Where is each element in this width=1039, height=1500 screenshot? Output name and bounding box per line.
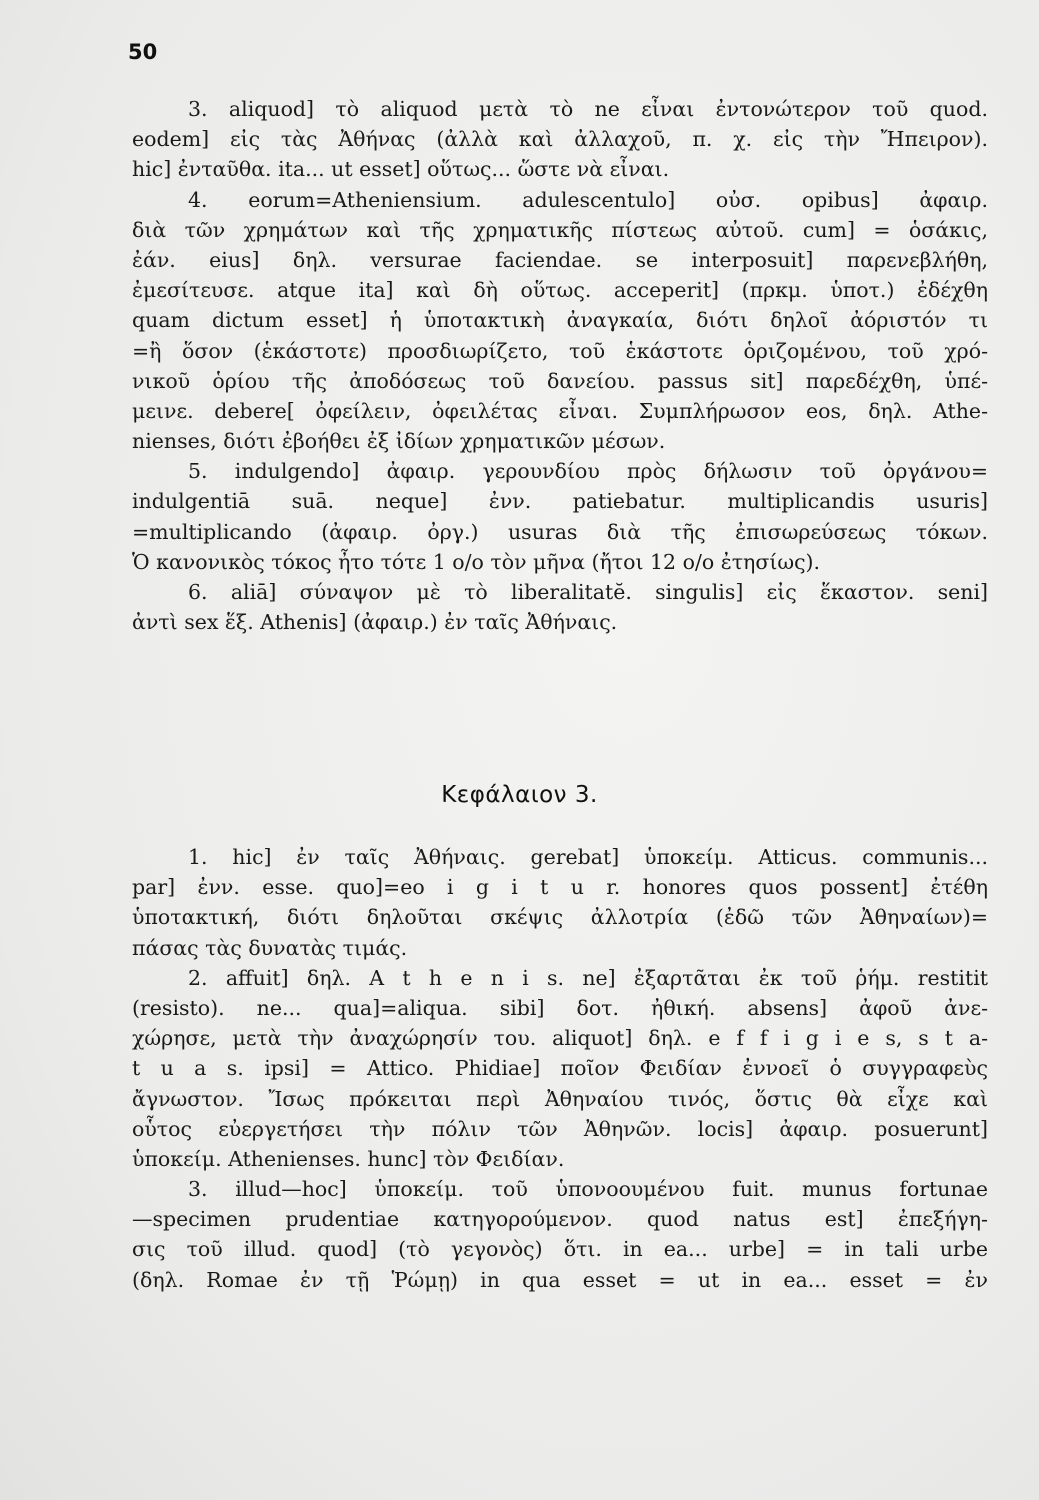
text-line: par] ἐνν. esse. quo]=eo i g i t u r. honores quos possent] ἐτέθη [132, 875, 988, 900]
text-line: σις τοῦ illud. quod] (τὸ γεγονὸς) ὅτι. in ea... urbe] = in tali urbe [132, 1237, 988, 1262]
text-line: ὑποτακτική, διότι δηλοῦται σκέψις ἀλλοτρία (ἐδῶ τῶν Ἀθηναίων)= [132, 905, 988, 930]
text-line: ἀντὶ sex ἕξ. Athenis] (ἀφαιρ.) ἐν ταῖς Ἀθήναις. [132, 610, 618, 635]
text-line: 3. aliquod] τὸ aliquod μετὰ τὸ ne εἶναι ἐντονώτερον τοῦ quod. [188, 97, 988, 121]
text-line: Ὁ κανονικὸς τόκος ἦτο τότε 1 ο/ο τὸν μῆνα (ἤτοι 12 ο/ο ἐτησίως). [132, 549, 821, 574]
text-line: eodem] εἰς τὰς Ἀθήνας (ἀλλὰ καὶ ἀλλαχοῦ, π. χ. εἰς τὴν Ἤπειρον). [132, 127, 988, 152]
text-line: (δηλ. Romae ἐν τῇ Ῥώμῃ) in qua esset = ut in ea... esset = ἐν [132, 1267, 988, 1292]
text-line: =multiplicando (ἀφαιρ. ὀργ.) usuras διὰ τῆς ἐπισωρεύσεως τόκων. [132, 519, 988, 544]
text-line: quam dictum esset] ἡ ὑποτακτικὴ ἀναγκαία, διότι δηλοῖ ἀόριστόν τι [132, 308, 988, 333]
text-line: πάσας τὰς δυνατὰς τιμάς. [132, 935, 408, 960]
text-line: χώρησε, μετὰ τὴν ἀναχώρησίν του. aliquot] δηλ. e f f i g i e s, s t a- [132, 1026, 988, 1051]
text-line: ἐμεσίτευσε. atque ita] καὶ δὴ οὕτως. acceperit] (πρκμ. ὑποτ.) ἐδέχθη [132, 278, 988, 303]
text-line: 6. aliā] σύναψον μὲ τὸ liberalitatĕ. singulis] εἰς ἕκαστον. seni] [188, 580, 988, 604]
text-line: —specimen prudentiae κατηγορούμενον. quod natus est] ἐπεξήγη- [132, 1207, 988, 1232]
text-line: 1. hic] ἐν ταῖς Ἀθήναις. gerebat] ὑποκείμ. Atticus. communis... [188, 845, 988, 869]
text-line: οὗτος εὐεργετήσει τὴν πόλιν τῶν Ἀθηνῶν. locis] ἀφαιρ. posuerunt] [132, 1116, 988, 1141]
text-line: 4. eorum=Atheniensium. adulescentulo] οὐσ. opibus] ἀφαιρ. [188, 187, 988, 212]
commentary-block-chapter-2 [132, 94, 988, 637]
text-line: nienses, διότι ἐβοήθει ἐξ ἰδίων χρηματικῶν μέσων. [132, 429, 666, 454]
text-line: νικοῦ ὁρίου τῆς ἀποδόσεως τοῦ δανείου. passus sit] παρεδέχθη, ὑπέ- [132, 368, 988, 393]
text-line: =ἢ ὅσον (ἑκάστοτε) προσδιωρίζετο, τοῦ ἑκάστοτε ὁριζομένου, τοῦ χρό- [132, 338, 988, 363]
text-line: ἄγνωστον. Ἴσως πρόκειται περὶ Ἀθηναίου τινός, ὅστις θὰ εἶχε καὶ [132, 1086, 988, 1111]
text-line: 5. indulgendo] ἀφαιρ. γερουνδίου πρὸς δήλωσιν τοῦ ὀργάνου= [188, 459, 988, 484]
text-line: 2. affuit] δηλ. A t h e n i s. ne] ἐξαρτᾶται ἐκ τοῦ ῥήμ. restitit [188, 965, 988, 990]
chapter-heading: Κεφάλαιον 3. [441, 782, 598, 808]
page-number: 50 [128, 40, 158, 64]
text-line: διὰ τῶν χρημάτων καὶ τῆς χρηματικῆς πίστεως αὐτοῦ. cum] = ὁσάκις, [132, 217, 988, 242]
text-line: μεινε. debere[ ὀφείλειν, ὀφειλέτας εἶναι. Συμπλήρωσον eos, δηλ. Athe- [132, 398, 988, 423]
text-line: t u a s. ipsi] = Attico. Phidiae] ποῖον Φειδίαν ἐννοεῖ ὁ συγγραφεὺς [132, 1056, 988, 1081]
text-line: 3. illud—hoc] ὑποκείμ. τοῦ ὑπονοουμένου fuit. munus fortunae [188, 1177, 988, 1202]
text-line: ὑποκείμ. Athenienses. hunc] τὸν Φειδίαν. [132, 1146, 565, 1171]
text-line: ἐάν. eius] δηλ. versurae faciendae. se interposuit] παρενεβλήθη, [132, 247, 988, 272]
text-line: (resisto). ne... qua]=aliqua. sibi] δοτ. ἠθική. absens] ἀφοῦ ἀνε- [132, 995, 988, 1020]
text-line: indulgentiā suā. neque] ἐνν. patiebatur. multiplicandis usuris] [132, 489, 988, 514]
commentary-block-chapter-3 [132, 842, 988, 1295]
text-line: hic] ἐνταῦθα. ita... ut esset] οὕτως... ὥστε νὰ εἶναι. [132, 157, 670, 182]
